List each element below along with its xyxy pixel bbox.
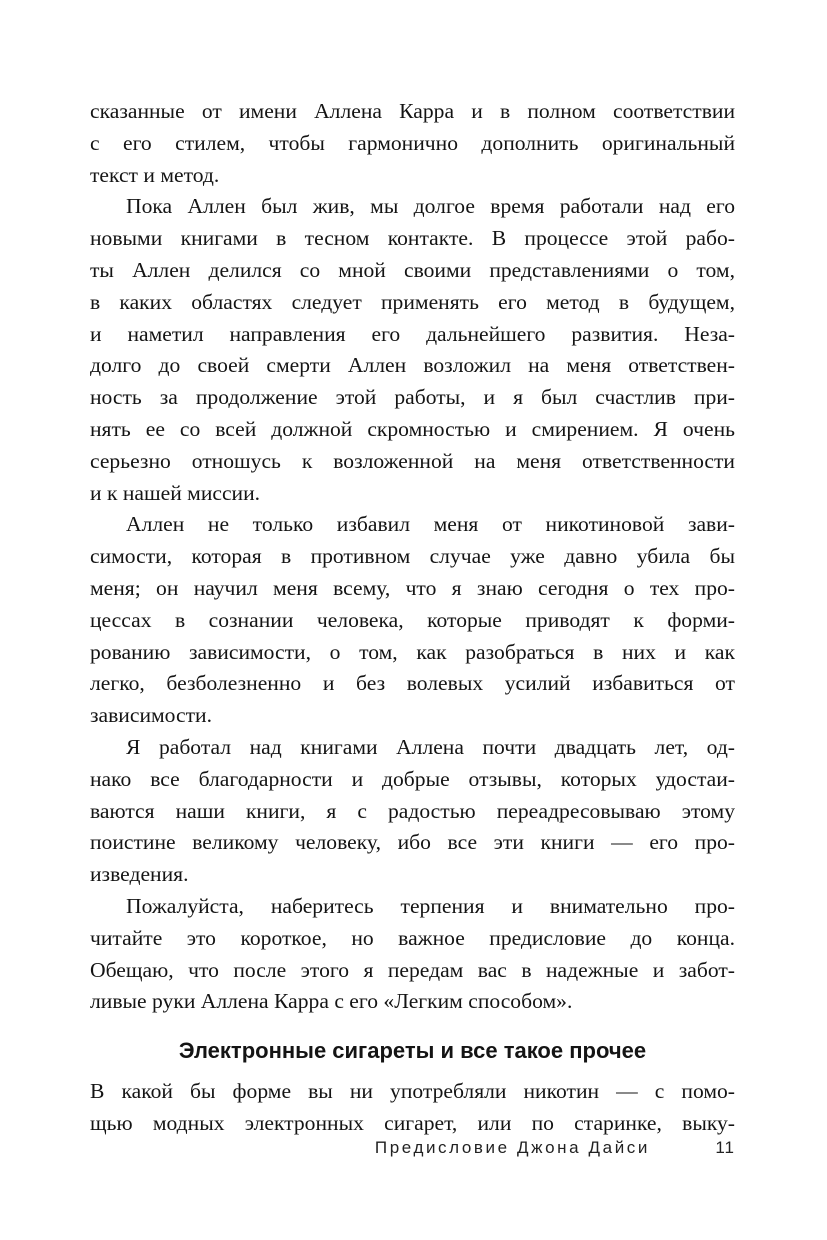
text-line: легко, безболезненно и без волевых усилий избавиться от — [90, 671, 735, 696]
text-line: нако все благодарности и добрые отзывы, которых удостаи- — [90, 766, 735, 791]
paragraph-after-heading — [90, 1076, 735, 1140]
text-line: В какой бы форме вы ни употребляли никотин — с помо- — [90, 1079, 735, 1104]
text-line: Обещаю, что после этого я передам вас в надежные и забот- — [90, 957, 735, 982]
text-line: ты Аллен делился со мной своими представлениями о том, — [90, 257, 735, 282]
text-line: рованию зависимости, о том, как разобраться в них и как — [90, 639, 735, 664]
text-line: долго до своей смерти Аллен возложил на меня ответствен- — [90, 353, 735, 378]
text-line: и наметил направления его дальнейшего развития. Неза- — [90, 321, 735, 346]
text-line: Пожалуйста, наберитесь терпения и внимательно про- — [126, 893, 735, 918]
text-line: Аллен не только избавил меня от никотиновой зави- — [126, 512, 735, 537]
text-line: симости, которая в противном случае уже давно убила бы — [90, 544, 735, 569]
paragraph-1 — [90, 96, 735, 191]
text-line: и к нашей миссии. — [90, 480, 261, 505]
page-number: 11 — [715, 1138, 735, 1157]
text-line: с его стилем, чтобы гармонично дополнить оригинальный — [90, 130, 735, 155]
page-footer — [90, 1138, 735, 1168]
paragraph-5 — [90, 891, 735, 1018]
text-line: поистине великому человеку, ибо все эти книги — его про- — [90, 830, 735, 855]
text-line: зависимости. — [90, 703, 212, 728]
text-line: текст и метод. — [90, 162, 220, 187]
text-line: ливые руки Аллена Карра с его «Легким способом». — [90, 989, 573, 1014]
text-line: новыми книгами в тесном контакте. В процессе этой рабо- — [90, 226, 735, 251]
text-line: в каких областях следует применять его метод в будущем, — [90, 289, 735, 314]
text-line: Я работал над книгами Аллена почти двадцать лет, од- — [126, 734, 735, 759]
text-line: цессах в сознании человека, которые приводят к форми- — [90, 607, 735, 632]
running-head: Предисловие Джона Дайси — [374, 1138, 650, 1157]
text-line: Пока Аллен был жив, мы долгое время работали над его — [126, 194, 735, 219]
paragraph-3 — [90, 509, 735, 732]
section-heading: Электронные сигареты и все такое прочее — [178, 1038, 647, 1064]
text-line: изведения. — [90, 862, 189, 887]
text-line: читайте это короткое, но важное предисловие до конца. — [90, 925, 735, 950]
text-line: сказанные от имени Аллена Карра и в полном соответствии — [90, 99, 735, 123]
text-line: ваются наши книги, я с радостью переадресовываю этому — [90, 798, 735, 823]
text-line: ность за продолжение этой работы, и я был счастлив при- — [90, 385, 735, 410]
text-line: щью модных электронных сигарет, или по старинке, выку- — [90, 1110, 735, 1135]
text-line: нять ее со всей должной скромностью и смирением. Я очень — [90, 416, 735, 441]
text-line: меня; он научил меня всему, что я знаю сегодня о тех про- — [90, 575, 735, 600]
text-line: серьезно отношусь к возложенной на меня ответственности — [90, 448, 735, 473]
body-text — [90, 96, 735, 1140]
paragraph-4 — [90, 732, 735, 891]
paragraph-2 — [90, 191, 735, 509]
